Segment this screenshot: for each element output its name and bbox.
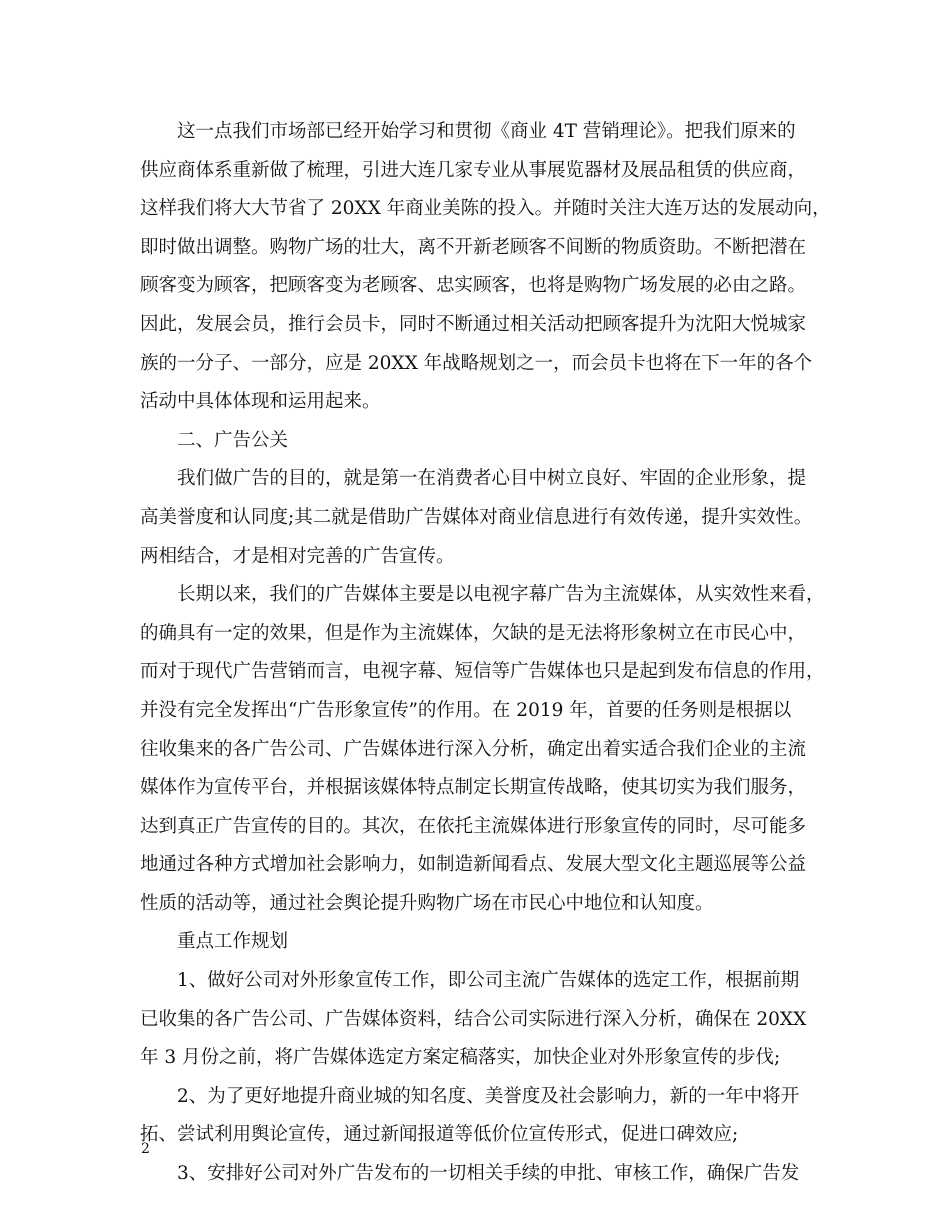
text-line: 顾客变为顾客，把顾客变为老顾客、忠实顾客，也将是购物广场发展的必由之路。 [140,275,807,297]
text-line: 而对于现代广告营销而言，电视字幕、短信等广告媒体也只是起到发布信息的作用， [140,661,825,683]
text-line: 往收集来的各广告公司、广告媒体进行深入分析，确定出着实适合我们企业的主流 [140,738,807,760]
text-line: 已收集的各广告公司、广告媒体资料，结合公司实际进行深入分析，确保在 20XX [140,1008,807,1030]
text-line: 活动中具体体现和运用起来。 [140,391,381,413]
text-line: 即时做出调整。购物广场的壮大，离不开新老顾客不间断的物质资助。不断把潜在 [140,236,807,258]
text-line: 年 3 月份之前，将广告媒体选定方案定稿落实，加快企业对外形象宣传的步伐; [140,1047,781,1069]
text-line: 并没有完全发挥出“广告形象宣传”的作用。在 2019 年，首要的任务则是根据以 [140,699,792,721]
text-line: 1、做好公司对外形象宣传工作，即公司主流广告媒体的选定工作，根据前期 [177,970,800,992]
text-line: 的确具有一定的效果，但是作为主流媒体，欠缺的是无法将形象树立在市民心中， [140,622,807,644]
text-line: 长期以来，我们的广告媒体主要是以电视字幕广告为主流媒体，从实效性来看， [177,584,825,606]
text-line: 供应商体系重新做了梳理，引进大连几家专业从事展览器材及展品租赁的供应商， [140,159,807,181]
page-number: 2 [141,1141,150,1157]
text-line: 2、为了更好地提升商业城的知名度、美誉度及社会影响力，新的一年中将开 [177,1085,800,1107]
text-line: 因此，发展会员，推行会员卡，同时不断通过相关活动把顾客提升为沈阳大悦城家 [140,313,807,335]
text-line: 性质的活动等，通过社会舆论提升购物广场在市民心中地位和认知度。 [140,892,714,914]
text-line: 达到真正广告宣传的目的。其次，在依托主流媒体进行形象宣传的同时，尽可能多 [140,815,807,837]
text-line: 族的一分子、一部分，应是 20XX 年战略规划之一，而会员卡也将在下一年的各个 [140,352,813,374]
text-line: 高美誉度和认同度;其二就是借助广告媒体对商业信息进行有效传递，提升实效性。 [140,506,813,528]
text-line: 这一点我们市场部已经开始学习和贯彻《商业 4T 营销理论》。把我们原来的 [177,121,796,142]
text-line: 二、广告公关 [177,429,289,451]
text-line: 媒体作为宣传平台，并根据该媒体特点制定长期宣传战略，使其切实为我们服务， [140,777,807,799]
text-line: 这样我们将大大节省了 20XX 年商业美陈的投入。并随时关注大连万达的发展动向， [140,198,831,220]
document-body [140,113,830,1194]
text-line: 拓、尝试利用舆论宣传，通过新闻报道等低价位宣传形式，促进口碑效应; [140,1124,739,1146]
text-line: 地通过各种方式增加社会影响力，如制造新闻看点、发展大型文化主题巡展等公益 [140,854,807,876]
text-line: 我们做广告的目的，就是第一在消费者心目中树立良好、牢固的企业形象，提 [177,468,807,490]
text-line: 重点工作规划 [177,931,289,953]
text-line: 3、安排好公司对外广告发布的一切相关手续的申批、审核工作，确保广告发 [177,1163,800,1185]
text-line: 两相结合，才是相对完善的广告宣传。 [140,545,455,567]
